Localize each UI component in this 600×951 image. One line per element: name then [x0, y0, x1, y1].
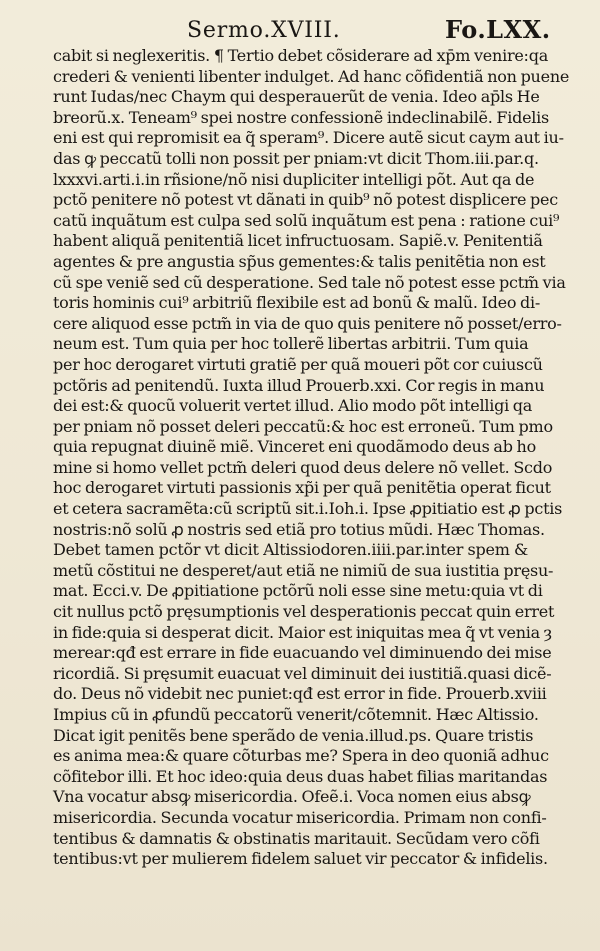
- text-line: cere aliquod esse pctm̃ in via de quo quis penitere nõ posset/erro‑: [53, 313, 562, 333]
- text-line: et cetera sacramẽta:cũ scriptũ sit.i.Ioh.i. Ipse ꝓpitiatio est ꝓ pctis: [53, 499, 563, 519]
- text-line: Dicat igit penitẽs bene sperãdo de venia.illud.ps. Quare tristis: [53, 725, 534, 745]
- text-line: agentes & pre angustia sp̃us gementes:& talis penitẽtia non est: [53, 251, 546, 271]
- sermon-title: Sermo.XVIII.: [187, 18, 341, 43]
- text-line: neum est. Tum quia per hoc tollerẽ libertas arbitrii. Tum quia: [53, 334, 529, 354]
- text-line: tentibus:vt per mulierem fidelem saluet vir peccator & infidelis.: [53, 849, 548, 869]
- text-line: merear:qđ est errare in fide euacuando vel diminuendo dei mise: [53, 643, 552, 663]
- text-line: tentibus & damnatis & obstinatis maritauit. Secũdam vero cõfi: [53, 828, 540, 848]
- text-line: per hoc derogaret virtuti gratiẽ per quã moueri põt cor cuiuscũ: [53, 354, 543, 374]
- text-line: pctõris ad penitendũ. Iuxta illud Prouerb.xxi. Cor regis in manu: [53, 375, 545, 395]
- text-line: Vna vocatur absꝙ misericordia. Ofeẽ.i. Voca nomen eius absꝙ: [53, 787, 531, 807]
- text-line: nostris:nõ solũ ꝓ nostris sed etiã pro totius mũdi. Hæc Thomas.: [53, 519, 545, 539]
- text-line: quia repugnat diuinẽ miẽ. Vinceret eni quodãmodo deus ab ho: [53, 437, 536, 457]
- text-line: in fide:quia si desperat dicit. Maior est iniquitas mea q̃ vt venia ȝ: [53, 622, 552, 642]
- text-line: das ꝙ peccatũ tolli non possit per pniam:vt dicit Thom.iii.par.q.: [53, 148, 539, 168]
- text-line: misericordia. Secunda vocatur misericordia. Primam non confi‑: [53, 807, 547, 827]
- text-line: toris hominis cui⁹ arbitriũ flexibile est ad bonũ & malũ. Ideo di‑: [53, 293, 541, 313]
- text-line: breorũ.x. Teneam⁹ spei nostre confessionẽ indeclinabilẽ. Fidelis: [53, 107, 549, 127]
- text-line: metũ cõstitui ne desperet/aut etiã ne nimiũ de sua iustitia pręsu‑: [53, 560, 554, 580]
- text-line: mat. Ecci.v. De ꝓpitiatione pctõrũ noli esse sine metu:quia vt di: [53, 581, 543, 601]
- text-line: habent aliquã penitentiã licet infructuosam. Sapiẽ.v. Penitentiã: [53, 231, 543, 251]
- text-line: lxxxvi.arti.i.in rñsione/nõ nisi dupliciter intelligi põt. Aut qa de: [53, 169, 535, 189]
- text-line: cabit si neglexeritis. ¶ Tertio debet cõsiderare ad xp̄m venire:qa: [53, 46, 548, 65]
- text-line: pctõ penitere nõ potest vt dãnati in quib⁹ nõ potest displicere pec: [53, 190, 558, 210]
- text-line: es anima mea:& quare cõturbas me? Spera in deo quoniã adhuc: [53, 746, 549, 766]
- text-line: cũ spe veniẽ sed cũ desperatione. Sed tale nõ potest esse pctm̃ via: [53, 272, 566, 292]
- text-line: dei est:& quocũ voluerit vertet illud. Alio modo põt intelligi qa: [53, 396, 533, 416]
- text-line: Impius cũ in ꝓfundũ peccatorũ venerit/cõtemnit. Hæc Altissio.: [53, 705, 539, 724]
- text-line: ricordiã. Si pręsumit euacuat vel diminuit dei iustitiã.quasi dicẽ‑: [53, 663, 552, 683]
- text-line: crederi & venienti libenter indulget. Ad hanc cõfidentiã non puene: [53, 66, 570, 86]
- text-line: runt Iudas/nec Chaym qui desperauerũt de venia. Ideo ap̄ls He: [53, 87, 540, 107]
- text-line: do. Deus nõ videbit nec puniet:qđ est error in fide. Prouerb.xviii: [53, 684, 547, 704]
- text-line: hoc derogaret virtuti passionis xp̃i per quã penitẽtia operat ficut: [53, 478, 551, 498]
- text-line: Debet tamen pctõr vt dicit Altissiodoren.iiii.par.inter spem &: [53, 540, 528, 560]
- folio-number: Fo.LXX.: [445, 15, 551, 44]
- text-block: [53, 46, 570, 870]
- text-line: catũ inquãtum est culpa sed solũ inquãtum est pena : ratione cui⁹: [53, 210, 560, 230]
- text-line: cit nullus pctõ pręsumptionis vel desperationis peccat quin erret: [53, 602, 555, 622]
- text-line: cõfitebor illi. Et hoc ideo:quia deus duas habet filias maritandas: [53, 766, 548, 786]
- text-line: per pniam nõ posset deleri peccatũ:& hoc est erroneũ. Tum pmo: [53, 416, 553, 436]
- text-line: eni est qui repromisit ea q̃ speram⁹. Dicere autẽ sicut caym aut iu‑: [53, 128, 564, 148]
- text-line: mine si homo vellet pctm̃ deleri quod deus delere nõ vellet. Scdo: [53, 457, 553, 477]
- running-head: [0, 14, 600, 48]
